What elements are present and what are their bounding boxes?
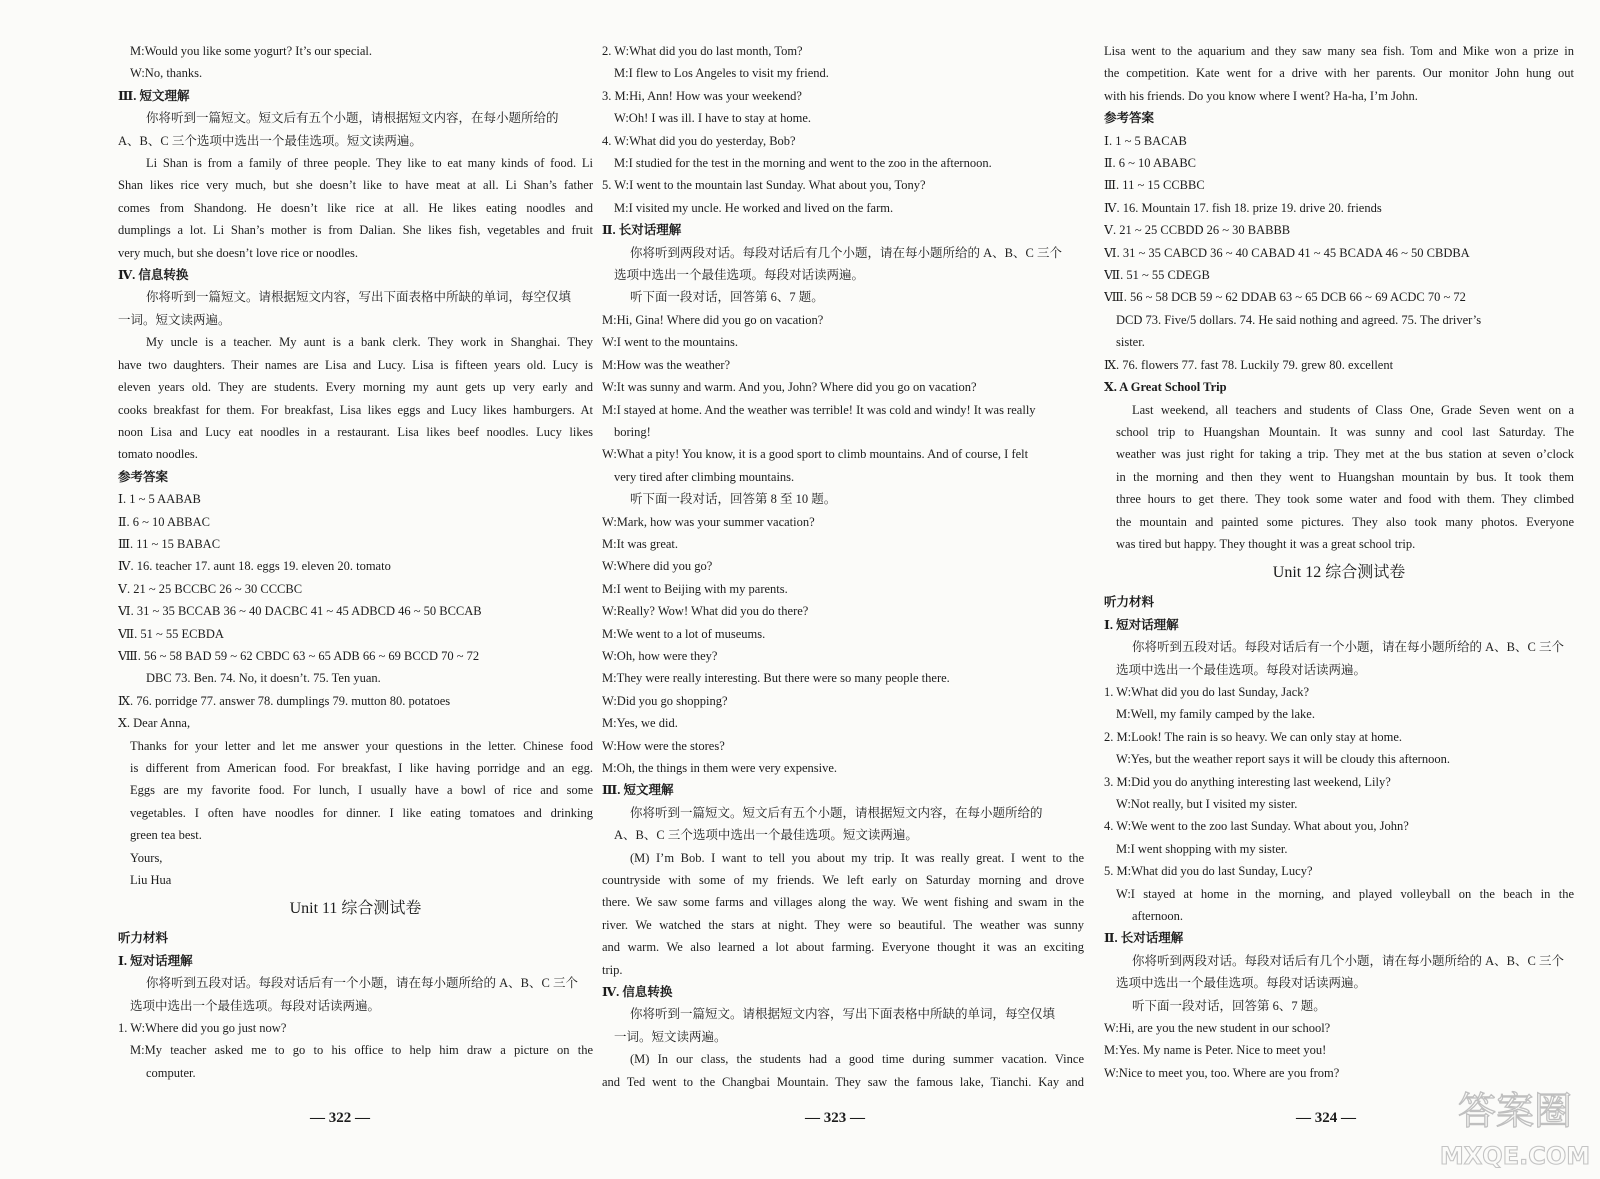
text-line: Ⅶ. 51 ~ 55 CDEGB <box>1104 268 1210 283</box>
text-line: M:I went to Beijing with my parents. <box>602 581 788 596</box>
text-line: 你将听到一篇短文。短文后有五个小题，请根据短文内容，在每小题所给的 <box>630 805 1043 820</box>
text-line: Ⅵ. 31 ~ 35 CABCD 36 ~ 40 CABAD 41 ~ 45 BCADA 46 ~ 50 CBDBA <box>1104 245 1470 260</box>
text-line: river. We watched the stars at night. They were so beautiful. The weather was sunny <box>602 917 1084 932</box>
text-line: Thanks for your letter and let me answer your questions in the letter. Chinese food <box>130 738 593 753</box>
text-line: Eggs are my favorite food. For lunch, I usually have a bowl of rice and some <box>130 783 593 798</box>
text-line: Ⅰ. 短对话理解 <box>118 953 193 968</box>
text-line: Ⅲ. 短文理解 <box>118 88 190 103</box>
page-number-322: — 322 — <box>310 1110 370 1126</box>
text-line: 你将听到五段对话。每段对话后有一个小题，请在每小题所给的 A、B、C 三个 <box>1132 640 1564 655</box>
text-line: W:Oh, how were they? <box>602 648 718 663</box>
text-line: Unit 12 综合测试卷 <box>1272 564 1406 582</box>
text-line: eleven years old. They are students. Every morning my aunt gets up very early and <box>118 380 593 395</box>
text-line: Ⅹ. A Great School Trip <box>1104 380 1227 395</box>
text-line: Ⅴ. 21 ~ 25 CCBDD 26 ~ 30 BABBB <box>1104 223 1291 238</box>
page-324-column <box>1104 40 1574 1084</box>
text-line: very tired after climbing mountains. <box>614 469 795 484</box>
watermark-text-bottom: MXQE.COM <box>1440 1142 1590 1170</box>
text-line: cooks breakfast for them. For breakfast, Lisa likes eggs and Lucy likes hamburgers. At <box>118 402 593 417</box>
text-line: noon Lisa and Lucy eat noodles in a restaurant. Lisa likes beef noodles. Lucy likes <box>118 424 593 439</box>
text-line: 听下面一段对话，回答第 6、7 题。 <box>1132 998 1326 1013</box>
text-line: W:I went to the mountains. <box>602 335 738 350</box>
text-line: W:No, thanks. <box>130 66 203 81</box>
text-line: comes from Shandong. He doesn’t like rice at all. He likes eating noodles and <box>118 200 593 215</box>
text-line: 4. W:We went to the zoo last Sunday. What about you, John? <box>1104 819 1409 834</box>
text-line: Ⅵ. 31 ~ 35 BCCAB 36 ~ 40 DACBC 41 ~ 45 ADBCD 46 ~ 50 BCCAB <box>118 604 482 619</box>
text-line: 选项中选出一个最佳选项。每段对话读两遍。 <box>1116 976 1367 991</box>
text-line: and Ted went to the Changbai Mountain. They saw the famous lake, Tianchi. Kay and <box>602 1074 1084 1089</box>
text-line: 你将听到两段对话。每段对话后有几个小题，请在每小题所给的 A、B、C 三个 <box>630 245 1062 260</box>
text-line: afternoon. <box>1132 909 1184 924</box>
text-line: M:My teacher asked me to go to his office to help him draw a picture on the <box>130 1043 593 1058</box>
text-line: dumplings a lot. Li Shan’s mother is from Dalian. She likes fish, vegetables and fruit <box>118 223 593 238</box>
text-line: vegetables. I often have noodles for dinner. I like eating tomatoes and drinking <box>130 805 593 820</box>
text-line: with his friends. Do you know where I went? Ha-ha, I’m John. <box>1104 88 1418 103</box>
text-line: 5. M:What did you do last Sunday, Lucy? <box>1104 864 1313 879</box>
text-line: 1. W:What did you do last Sunday, Jack? <box>1104 684 1310 699</box>
text-line: W:How were the stores? <box>602 738 725 753</box>
text-line: 2. M:Look! The rain is so heavy. We can only stay at home. <box>1104 729 1403 744</box>
text-line: W:Hi, are you the new student in our school? <box>1104 1021 1331 1036</box>
text-line: 参考答案 <box>1104 111 1155 126</box>
text-line: 你将听到两段对话。每段对话后有几个小题，请在每小题所给的 A、B、C 三个 <box>1132 953 1564 968</box>
text-line: Lisa went to the aquarium and they saw many sea fish. Tom and Mike won a prize in <box>1104 44 1574 58</box>
text-line: W:Mark, how was your summer vacation? <box>602 514 815 529</box>
text-line: Li Shan is from a family of three people. They like to eat many kinds of food. Li <box>146 156 593 171</box>
text-line: green tea best. <box>130 828 202 843</box>
text-line: Ⅳ. 信息转换 <box>118 268 189 283</box>
text-line: 你将听到一篇短文。短文后有五个小题，请根据短文内容，在每小题所给的 <box>146 111 559 126</box>
text-line: was tired but happy. They thought it was a great school trip. <box>1116 536 1416 551</box>
text-line: W:Not really, but I visited my sister. <box>1116 797 1298 811</box>
text-line: W:What a pity! You know, it is a good sport to climb mountains. And of course, I felt <box>602 447 1029 462</box>
text-line: in the morning and then they went to Huangshan mountain by bus. It took them <box>1116 469 1574 484</box>
watermark-text-top: 答案圈 <box>1457 1089 1573 1133</box>
text-line: 听力材料 <box>1104 595 1155 610</box>
text-line: Ⅹ. Dear Anna, <box>118 716 191 731</box>
text-line: 你将听到一篇短文。请根据短文内容，写出下面表格中所缺的单词，每空仅填 <box>146 290 572 305</box>
text-line: 你将听到一篇短文。请根据短文内容，写出下面表格中所缺的单词，每空仅填 <box>630 1007 1056 1022</box>
text-line: Ⅰ. 短对话理解 <box>1104 617 1179 632</box>
text-line: weather was just right for taking a trip. They met at the bus station at seven o’clock <box>1116 447 1574 462</box>
text-line: Ⅲ. 11 ~ 15 CCBBC <box>1104 178 1205 193</box>
text-line: M:Oh, the things in them were very expensive. <box>602 761 838 775</box>
text-line: M:I went shopping with my sister. <box>1116 841 1288 856</box>
text-line: DCD 73. Five/5 dollars. 74. He said nothing and agreed. 75. The driver’s <box>1116 312 1482 327</box>
text-line: very much, but she doesn’t love rice or noodles. <box>118 245 358 260</box>
text-line: M:Would you like some yogurt? It’s our special. <box>130 44 373 58</box>
text-line: M:Yes. My name is Peter. Nice to meet you! <box>1104 1043 1327 1058</box>
text-line: Ⅱ. 6 ~ 10 ABABC <box>1104 156 1197 171</box>
text-line: W:It was sunny and warm. And you, John? Where did you go on vacation? <box>602 380 977 395</box>
text-line: Ⅱ. 长对话理解 <box>602 223 682 238</box>
text-line: the competition. Kate went for a drive with her parents. Our monitor John hung out <box>1104 66 1574 81</box>
text-line: Ⅰ. 1 ~ 5 AABAB <box>118 492 201 507</box>
text-line: W:Oh! I was ill. I have to stay at home. <box>614 111 812 126</box>
text-line: Ⅲ. 11 ~ 15 BABAC <box>118 536 221 551</box>
text-line: (M) I’m Bob. I want to tell you about my trip. It was really great. I went to the <box>630 850 1084 865</box>
text-line: Ⅶ. 51 ~ 55 ECBDA <box>118 626 224 641</box>
text-line: M:I studied for the test in the morning and went to the zoo in the afternoon. <box>614 156 992 171</box>
text-line: the mountain and painted some pictures. They also took many photos. Everyone <box>1116 514 1574 529</box>
text-line: 5. W:I went to the mountain last Sunday. What about you, Tony? <box>602 178 926 193</box>
text-line: DBC 73. Ben. 74. No, it doesn’t. 75. Ten yuan. <box>146 671 381 686</box>
text-line: 听下面一段对话，回答第 6、7 题。 <box>630 290 824 305</box>
text-line: 一词。短文读两遍。 <box>118 312 231 327</box>
text-line: M:I stayed at home. And the weather was terrible! It was cold and windy! It was really <box>602 402 1036 417</box>
text-line: M:I visited my uncle. He worked and lived on the farm. <box>614 200 894 215</box>
text-line: 参考答案 <box>118 469 169 484</box>
text-line: W:Did you go shopping? <box>602 693 728 708</box>
text-line: sister. <box>1116 335 1145 350</box>
text-line: 3. M:Did you do anything interesting last weekend, Lily? <box>1104 774 1391 789</box>
text-line: M:I flew to Los Angeles to visit my friend. <box>614 66 829 81</box>
text-line: and warm. We also learned a lot about farming. Everyone thought it was an exciting <box>602 940 1084 955</box>
text-line: 一词。短文读两遍。 <box>614 1029 727 1044</box>
text-line: 4. W:What did you do yesterday, Bob? <box>602 133 796 148</box>
text-line: Ⅰ. 1 ~ 5 BACAB <box>1104 133 1187 148</box>
text-line: Ⅸ. 76. porridge 77. answer 78. dumplings 79. mutton 80. potatoes <box>118 693 451 708</box>
text-line: is different from American food. For breakfast, I like having porridge and an egg. <box>130 761 593 775</box>
text-line: A、B、C 三个选项中选出一个最佳选项。短文读两遍。 <box>614 828 918 843</box>
text-line: computer. <box>146 1065 196 1080</box>
text-line: M:Well, my family camped by the lake. <box>1116 707 1315 722</box>
text-line: Yours, <box>130 850 163 865</box>
text-line: 选项中选出一个最佳选项。每段对话读两遍。 <box>130 998 381 1013</box>
text-line: 3. M:Hi, Ann! How was your weekend? <box>602 88 802 103</box>
text-line: W:Yes, but the weather report says it will be cloudy this afternoon. <box>1116 752 1450 767</box>
text-line: Liu Hua <box>130 873 172 888</box>
text-line: 听下面一段对话，回答第 8 至 10 题。 <box>630 492 837 507</box>
text-line: W:Really? Wow! What did you do there? <box>602 604 809 619</box>
text-line: Last weekend, all teachers and students of Class One, Grade Seven went on a <box>1132 402 1574 417</box>
text-line: (M) In our class, the students had a good time during summer vacation. Vince <box>630 1052 1084 1067</box>
text-line: M:They were really interesting. But there were so many people there. <box>602 671 950 686</box>
text-line: tomato noodles. <box>118 447 198 462</box>
text-line: M:Yes, we did. <box>602 716 678 731</box>
text-line: M:We went to a lot of museums. <box>602 626 766 641</box>
text-line: Ⅳ. 16. Mountain 17. fish 18. prize 19. drive 20. friends <box>1104 200 1382 215</box>
text-line: trip. <box>602 962 623 977</box>
text-line: Ⅳ. 16. teacher 17. aunt 18. eggs 19. eleven 20. tomato <box>118 559 391 574</box>
text-line: Ⅷ. 56 ~ 58 BAD 59 ~ 62 CBDC 63 ~ 65 ADB 66 ~ 69 BCCD 70 ~ 72 <box>118 648 480 663</box>
text-line: W:Where did you go? <box>602 559 713 574</box>
text-line: W:Nice to meet you, too. Where are you from? <box>1104 1065 1340 1080</box>
text-line: 选项中选出一个最佳选项。每段对话读两遍。 <box>1116 662 1367 677</box>
text-line: Ⅸ. 76. flowers 77. fast 78. Luckily 79. grew 80. excellent <box>1104 357 1394 372</box>
text-line: M:How was the weather? <box>602 357 731 372</box>
text-line: 1. W:Where did you go just now? <box>118 1021 287 1036</box>
text-line: Shan likes rice very much, but she doesn’t like to have meat at all. Li Shan’s father <box>118 178 593 193</box>
text-line: boring! <box>614 424 651 439</box>
text-line: W:I stayed at home in the morning, and played volleyball on the beach in the <box>1116 886 1574 901</box>
text-line: Ⅷ. 56 ~ 58 DCB 59 ~ 62 DDAB 63 ~ 65 DCB 66 ~ 69 ACDC 70 ~ 72 <box>1104 290 1466 305</box>
page-number-324: — 324 — <box>1296 1110 1356 1126</box>
text-line: 你将听到五段对话。每段对话后有一个小题，请在每小题所给的 A、B、C 三个 <box>146 976 578 991</box>
text-line: M:It was great. <box>602 536 679 551</box>
text-line: Ⅱ. 长对话理解 <box>1104 931 1184 946</box>
text-line: 2. W:What did you do last month, Tom? <box>602 44 803 58</box>
text-line: 听力材料 <box>118 931 169 946</box>
text-line: M:Hi, Gina! Where did you go on vacation? <box>602 312 824 327</box>
text-line: Ⅲ. 短文理解 <box>602 783 674 798</box>
text-line: Ⅳ. 信息转换 <box>602 985 673 1000</box>
page-323-column <box>602 40 1084 1093</box>
text-line: My uncle is a teacher. My aunt is a bank clerk. They work in Shanghai. They <box>146 335 593 350</box>
watermark-logo <box>1440 1082 1590 1172</box>
text-line: Ⅴ. 21 ~ 25 BCCBC 26 ~ 30 CCCBC <box>118 581 303 596</box>
text-line: have two daughters. Their names are Lisa and Lucy. Lisa is fifteen years old. Lucy is <box>118 357 593 372</box>
text-line: Ⅱ. 6 ~ 10 ABBAC <box>118 514 211 529</box>
text-line: school trip to Huangshan Mountain. It was sunny and cool last Saturday. The <box>1116 424 1574 439</box>
text-line: 选项中选出一个最佳选项。每段对话读两遍。 <box>614 268 865 283</box>
text-line: there. We saw some farms and villages along the way. We went fishing and swam in the <box>602 895 1084 910</box>
page-322-column <box>118 40 593 1084</box>
text-line: A、B、C 三个选项中选出一个最佳选项。短文读两遍。 <box>118 133 422 148</box>
text-line: three hours to get there. They took some water and food with them. They climbed <box>1116 492 1574 507</box>
text-line: countryside with some of my friends. We left early on Saturday morning and drove <box>602 873 1084 888</box>
page-number-323: — 323 — <box>805 1110 865 1126</box>
text-line: Unit 11 综合测试卷 <box>289 900 422 918</box>
